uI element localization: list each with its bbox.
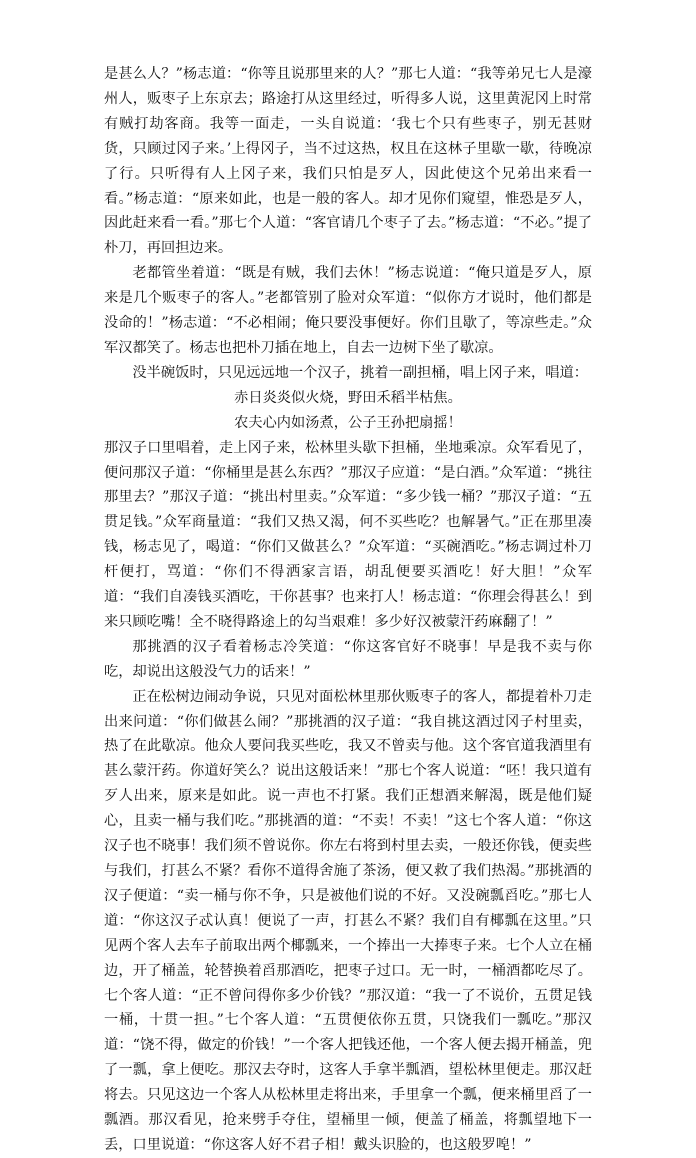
paragraph: 没半碗饭时，只见远远地一个汉子，挑着一副担桶，唱上冈子来，唱道：	[132, 364, 588, 381]
paragraph: 那汉子口里唱着，走上冈子来，松林里头歇下担桶，坐地乘凉。众军看见了，便问那汉子道：“你桶里是甚么东西？”那汉子应道：“是白酒。”众军道：“挑往那里去？”那汉子道：“挑出村里卖。”众军道：“多少钱一桶？”那汉子道：“五贯足钱。”众军商量道：“我们又热又渴，何不买些吃？也解暑气。”正在那里凑钱，杨志见了，喝道：“你们又做甚么？”众军道：“买碗酒吃。”杨志调过朴刀杆便打，骂道：“你们不得洒家言语，胡乱便要买酒吃！好大胆！”众军道：“我们自凑钱买酒吃，干你甚事？也来打人！杨志道：“你理会得甚么！到来只顾吃嘴！全不晓得路途上的勾当艰难！多少好汉被蒙汗药麻翻了！”	[104, 439, 592, 630]
document-page	[104, 62, 592, 1158]
paragraph: 正在松树边闹动争说，只见对面松林里那伙贩枣子的客人，都提着朴刀走出来问道：“你们做甚么闹？”那挑酒的汉子道：“我自挑这酒过冈子村里卖，热了在此歇凉。他众人要问我买些吃，我又不曾卖与他。这个客官道我酒里有甚么蒙汗药。你道好笑么？说出这般话来！”那七个客人说道：“呸！我只道有歹人出来，原来是如此。说一声也不打紧。我们正想酒来解渴，既是他们疑心，且卖一桶与我们吃。”那挑酒的道：“不卖！不卖！”这七个客人道：“你这汉子也不晓事！我们须不曾说你。你左右将到村里去卖，一般还你钱，便卖些与我们，打甚么不紧？看你不道得舍施了茶汤，便又救了我们热渴。”那挑酒的汉子便道：“卖一桶与你不争，只是被他们说的不好。又没碗瓢舀吃。”那七人道：“你这汉子忒认真！便说了一声，打甚么不紧？我们自有椰瓢在这里。”只见两个客人去车子前取出两个椰瓢来，一个捧出一大捧枣子来。七个人立在桶边，开了桶盖，轮替换着舀那酒吃，把枣子过口。无一时，一桶酒都吃尽了。七个客人道：“正不曾问得你多少价钱？”那汉道：“我一了不说价，五贯足钱一桶，十贯一担。”七个客人道：“五贯便依你五贯，只饶我们一瓢吃。”那汉道：“饶不得，做定的价钱！”一个客人把钱还他，一个客人便去揭开桶盖，兜了一瓢，拿上便吃。那汉去夺时，这客人手拿半瓢酒，望松林里便走。那汉赶将去。只见这边一个客人从松林里走将出来，手里拿一个瓢，便来桶里舀了一瓢酒。那汉看见，抢来劈手夺住，望桶里一倾，便盖了桶盖，将瓢望地下一丢，口里说道：“你这客人好不君子相！戴头识脸的，也这般罗唣！”	[104, 688, 592, 1153]
paragraph: 那挑酒的汉子看着杨志冷笑道：“你这客官好不晓事！早是我不卖与你吃，却说出这般没气力的话来！”	[104, 638, 592, 680]
poem-line: 农夫心内如汤煮，公子王孙把扇摇！	[234, 414, 462, 431]
paragraph: 老都管坐着道：“既是有贼，我们去休！”杨志说道：“俺只道是歹人，原来是几个贩枣子的客人。”老都管别了脸对众军道：“似你方才说时，他们都是没命的！”杨志道：“不必相闹；俺只要没事便好。你们且歇了，等凉些走。”众军汉都笑了。杨志也把朴刀插在地上，自去一边树下坐了歇凉。	[104, 265, 592, 356]
paragraph: 是甚么人？”杨志道：“你等且说那里来的人？”那七人道：“我等弟兄七人是濠州人，贩枣子上东京去；路途打从这里经过，听得多人说，这里黄泥冈上时常有贼打劫客商。我等一面走，一头自说道：‘我七个只有些枣子，别无甚财货，只顾过冈子来。’上得冈子，当不过这热，权且在这林子里歇一歇，待晚凉了行。只听得有人上冈子来，我们只怕是歹人，因此使这个兄弟出来看一看。”杨志道：“原来如此，也是一般的客人。却才见你们窥望，惟恐是歹人，因此赶来看一看。”那七个人道：“客官请几个枣子了去。”杨志道：“不必。”提了朴刀，再回担边来。	[104, 66, 592, 257]
poem-line: 赤日炎炎似火烧，野田禾稻半枯焦。	[234, 389, 462, 406]
